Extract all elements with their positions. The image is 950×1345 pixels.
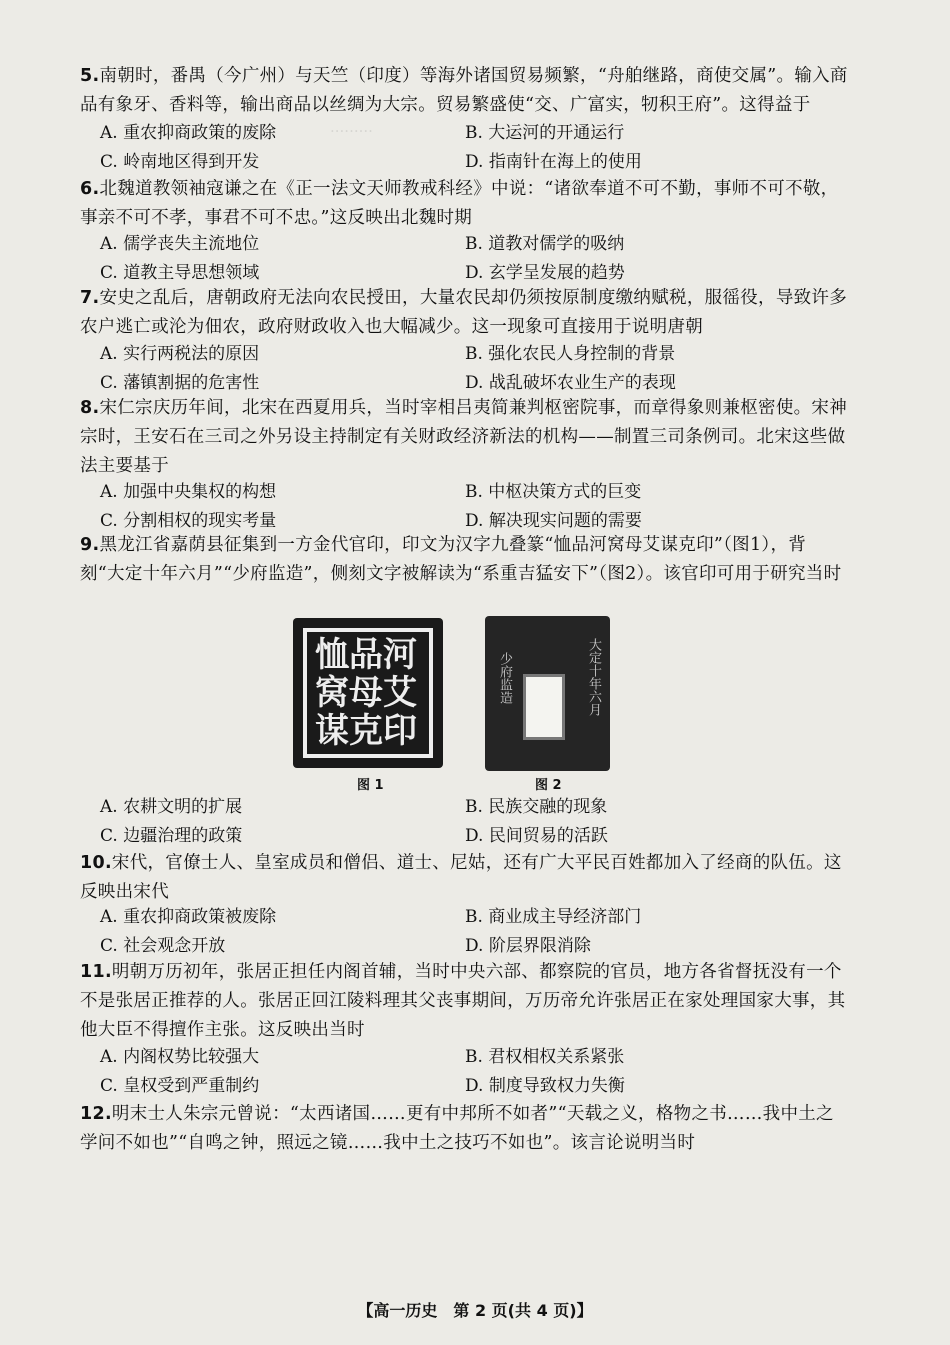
- option-c[interactable]: C. 边疆治理的政策: [100, 826, 243, 846]
- option-b[interactable]: B. 民族交融的现象: [465, 797, 608, 817]
- seal-glyph: 谋: [315, 711, 349, 751]
- option-c[interactable]: C. 道教主导思想领域: [100, 263, 260, 283]
- option-a[interactable]: A. 农耕文明的扩展: [100, 797, 243, 817]
- question-number: 12.: [80, 1104, 112, 1124]
- question-stem: 宋代，官僚士人、皇室成员和僧侣、道士、尼姑，还有广大平民百姓都加入了经商的队伍。这反映出宋代: [80, 853, 842, 902]
- options-10: [100, 903, 860, 961]
- option-b[interactable]: B. 大运河的开通运行: [465, 123, 625, 143]
- question-10: [80, 849, 850, 907]
- question-5: [80, 62, 850, 120]
- seal-glyph: 克: [349, 711, 383, 751]
- seal-glyph: 河: [383, 635, 417, 675]
- seal-handle: [523, 674, 565, 740]
- option-d[interactable]: D. 制度导致权力失衡: [465, 1076, 625, 1096]
- options-9: [100, 793, 860, 851]
- show-through-text: ·········: [330, 122, 373, 140]
- options-5: [100, 119, 860, 177]
- option-b[interactable]: B. 强化农民人身控制的背景: [465, 344, 676, 364]
- option-a[interactable]: A. 内阁权势比较强大: [100, 1047, 260, 1067]
- question-stem: 南朝时，番禺（今广州）与天竺（印度）等海外诸国贸易频繁，“舟舶继路，商使交属”。输入商品有象牙、香料等，输出商品以丝绸为大宗。贸易繁盛使“交、广富实，牣积王府”。这得益于: [80, 66, 848, 115]
- question-7: [80, 284, 850, 342]
- option-d[interactable]: D. 战乱破坏农业生产的表现: [465, 373, 676, 393]
- question-6: [80, 175, 850, 233]
- options-8: [100, 478, 860, 536]
- option-c[interactable]: C. 藩镇割据的危害性: [100, 373, 260, 393]
- option-c[interactable]: C. 皇权受到严重制约: [100, 1076, 260, 1096]
- seal-back-image: [485, 616, 610, 771]
- option-d[interactable]: D. 阶层界限消除: [465, 936, 591, 956]
- question-12: [80, 1100, 850, 1158]
- question-number: 8.: [80, 398, 100, 418]
- option-d[interactable]: D. 玄学呈发展的趋势: [465, 263, 625, 283]
- official-seal-image: [293, 618, 443, 768]
- question-number: 9.: [80, 535, 100, 555]
- seal-glyph: 母: [349, 673, 383, 713]
- option-b[interactable]: B. 道教对儒学的吸纳: [465, 234, 625, 254]
- question-stem: 宋仁宗庆历年间，北宋在西夏用兵，当时宰相吕夷简兼判枢密院事，而章得象则兼枢密使。宋神宗时，王安石在三司之外另设主持制定有关财政经济新法的机构——制置三司条例司。北宋这些做法主要基于: [80, 398, 848, 476]
- seal-back-inscription: 大定十年六月: [586, 638, 601, 716]
- options-7: [100, 340, 860, 398]
- question-stem: 黑龙江省嘉荫县征集到一方金代官印，印文为汉字九叠篆“恤品河窝母艾谋克印”（图1），背刻“大定十年六月”“少府监造”，侧刻文字被解读为“系重吉猛安下”（图2）。该官印可用于研究当时: [80, 535, 842, 584]
- option-c[interactable]: C. 岭南地区得到开发: [100, 152, 260, 172]
- question-11: [80, 958, 850, 1045]
- option-b[interactable]: B. 中枢决策方式的巨变: [465, 482, 642, 502]
- option-a[interactable]: A. 重农抑商政策被废除: [100, 907, 277, 927]
- option-c[interactable]: C. 社会观念开放: [100, 936, 226, 956]
- option-d[interactable]: D. 指南针在海上的使用: [465, 152, 642, 172]
- options-11: [100, 1043, 860, 1101]
- options-6: [100, 230, 860, 288]
- question-stem: 明末士人朱宗元曾说：“太西诸国……更有中邦所不如者”“天载之义，格物之书……我中土之学问不如也”“自鸣之钟，照远之镜……我中土之技巧不如也”。该言论说明当时: [80, 1104, 834, 1153]
- question-number: 7.: [80, 288, 100, 308]
- seal-glyph: 艾: [383, 673, 417, 713]
- seal-glyph: 品: [349, 635, 383, 675]
- question-9: [80, 531, 850, 589]
- seal-glyph: 恤: [315, 635, 349, 675]
- seal-glyph: 印: [383, 711, 417, 751]
- option-a[interactable]: A. 儒学丧失主流地位: [100, 234, 260, 254]
- question-number: 11.: [80, 962, 112, 982]
- option-c[interactable]: C. 分割相权的现实考量: [100, 511, 277, 531]
- question-stem: 安史之乱后，唐朝政府无法向农民授田，大量农民却仍须按原制度缴纳赋税，服徭役，导致许多农户逃亡或沦为佃农，政府财政收入也大幅减少。这一现象可直接用于说明唐朝: [80, 288, 848, 337]
- option-a[interactable]: A. 加强中央集权的构想: [100, 482, 277, 502]
- seal-glyph: 窝: [315, 673, 349, 713]
- question-number: 10.: [80, 853, 112, 873]
- question-8: [80, 394, 850, 481]
- question-number: 6.: [80, 179, 100, 199]
- figures: [285, 612, 625, 792]
- option-b[interactable]: B. 君权相权关系紧张: [465, 1047, 625, 1067]
- question-stem: 北魏道教领袖寇谦之在《正一法文天师教戒科经》中说：“诸欲奉道不可不勤，事师不可不敬，事亲不可不孝，事君不可不忠。”这反映出北魏时期: [80, 179, 839, 228]
- page-footer: 【高一历史 第 2 页(共 4 页)】: [357, 1301, 593, 1320]
- option-b[interactable]: B. 商业成主导经济部门: [465, 907, 642, 927]
- option-a[interactable]: A. 重农抑商政策的废除: [100, 123, 277, 143]
- figure-2-caption: 图 2: [535, 778, 562, 793]
- seal-border: [303, 628, 433, 758]
- seal-back-inscription: 少府监造: [497, 652, 512, 704]
- option-a[interactable]: A. 实行两税法的原因: [100, 344, 260, 364]
- option-d[interactable]: D. 民间贸易的活跃: [465, 826, 608, 846]
- figure-1-caption: 图 1: [357, 778, 384, 793]
- question-number: 5.: [80, 66, 100, 86]
- option-d[interactable]: D. 解决现实问题的需要: [465, 511, 642, 531]
- question-stem: 明朝万历初年，张居正担任内阁首辅，当时中央六部、都察院的官员，地方各省督抚没有一个不是张居正推荐的人。张居正回江陵料理其父丧事期间，万历帝允许张居正在家处理国家大事，其他大臣不得擅作主张。这反映出当时: [80, 962, 846, 1040]
